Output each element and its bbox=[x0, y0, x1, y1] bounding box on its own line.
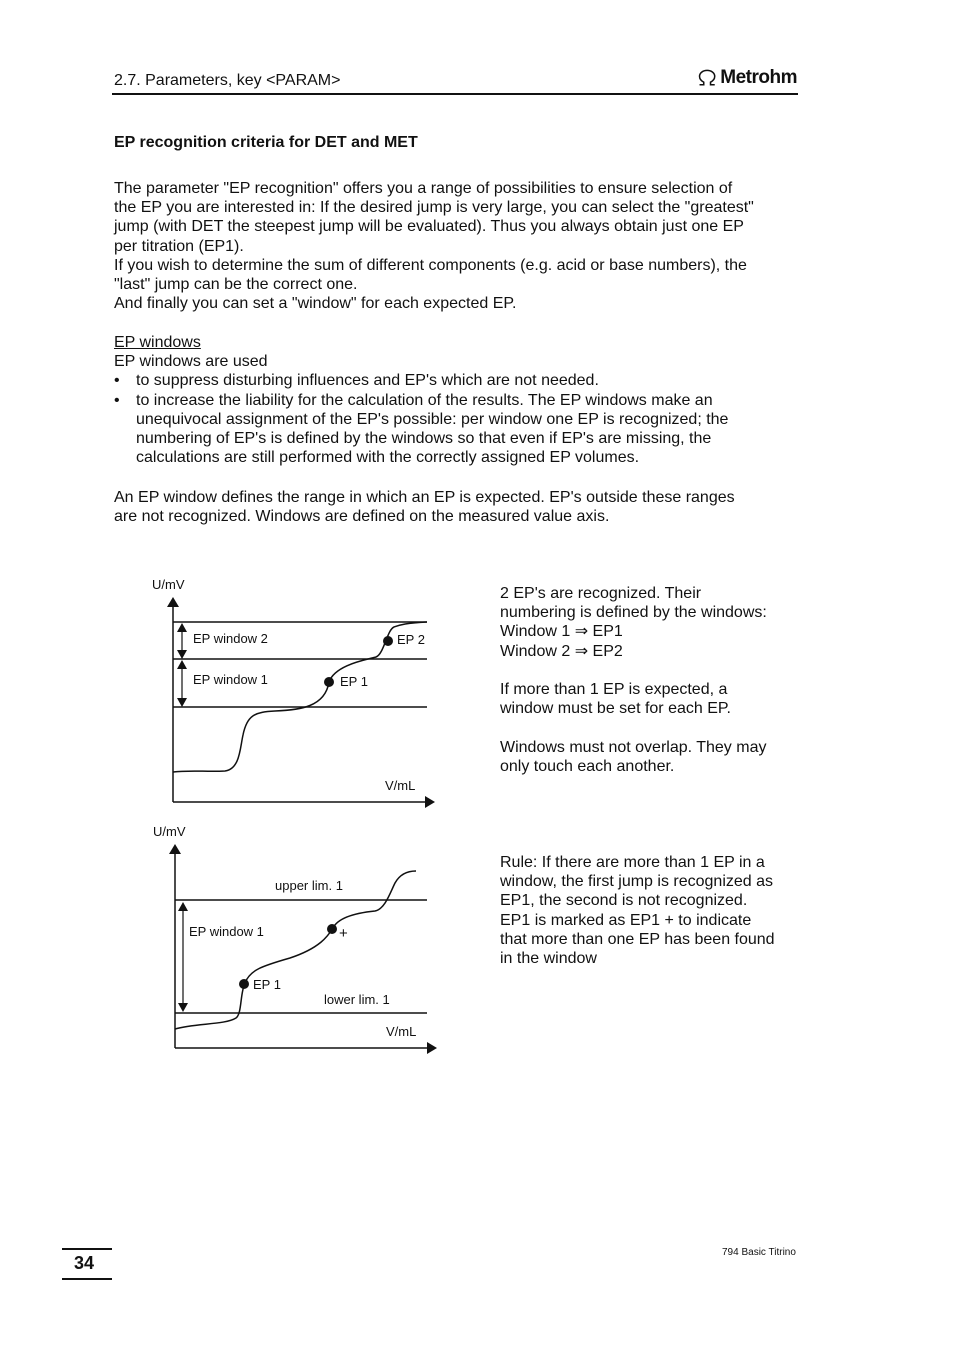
ep1-label: EP 1 bbox=[340, 674, 368, 689]
ep-windows-heading: EP windows bbox=[114, 334, 201, 351]
window2-label: EP window 2 bbox=[193, 631, 268, 646]
omega-logo-icon bbox=[697, 68, 717, 88]
bullet-text: calculations are still performed with the correctly assigned EP volumes. bbox=[136, 449, 640, 467]
explanation-line: Rule: If there are more than 1 EP in a bbox=[500, 854, 765, 871]
diagram-ep-windows bbox=[140, 570, 450, 815]
explanation-line: in the window bbox=[500, 950, 597, 968]
arrow-up-icon bbox=[177, 660, 187, 669]
intro-line: And finally you can set a "window" for each expected EP. bbox=[114, 295, 517, 313]
arrow-down-icon bbox=[177, 698, 187, 707]
ep-window-definition bbox=[114, 488, 804, 526]
explanation-line: Window 1 ⇒ EP1 bbox=[500, 623, 623, 641]
intro-line: the EP you are interested in: If the desired jump is very large, you can select the "greatest" bbox=[114, 199, 754, 217]
header-title: 2.7. Parameters, key <PARAM> bbox=[114, 72, 341, 89]
arrow-up-icon bbox=[178, 902, 188, 911]
explanation-line: that more than one EP has been found bbox=[500, 930, 775, 948]
explanation-line: EP1, the second is not recognized. bbox=[500, 892, 748, 910]
explanation-diagram2 bbox=[500, 853, 800, 968]
bullet-text: to increase the liability for the calculation of the results. The EP windows make an bbox=[136, 391, 713, 409]
explanation-line: window, the first jump is recognized as bbox=[500, 873, 774, 891]
arrow-down-icon bbox=[178, 1003, 188, 1012]
explanation-line: 2 EP's are recognized. Their bbox=[500, 585, 702, 602]
intro-line: per titration (EP1). bbox=[114, 237, 244, 255]
ep1-point bbox=[239, 979, 249, 989]
y-axis-label: U/mV bbox=[152, 577, 185, 592]
metrohm-logo bbox=[697, 66, 797, 90]
intro-line: If you wish to determine the sum of different components (e.g. acid or base numbers), the bbox=[114, 256, 747, 274]
section-title: EP recognition criteria for DET and MET bbox=[114, 134, 418, 151]
explanation-line: numbering is defined by the windows: bbox=[500, 604, 767, 622]
window1-label: EP window 1 bbox=[193, 672, 268, 687]
bullet-item bbox=[114, 391, 804, 468]
window1-label: EP window 1 bbox=[189, 924, 264, 939]
explanation-line: EP1 is marked as EP1 + to indicate bbox=[500, 911, 752, 929]
bullet-text: numbering of EP's is defined by the windows so that even if EP's are missing, the bbox=[136, 430, 712, 448]
intro-paragraph bbox=[114, 179, 804, 313]
explanation-line: window must be set for each EP. bbox=[500, 700, 731, 718]
x-axis-arrow-icon bbox=[425, 796, 435, 808]
bullet-item bbox=[114, 371, 804, 390]
explanation-line: only touch each another. bbox=[500, 757, 675, 775]
ep2-point bbox=[383, 636, 393, 646]
intro-line: jump (with DET the steepest jump will be evaluated). Thus you always obtain just one EP bbox=[114, 218, 744, 236]
arrow-up-icon bbox=[177, 623, 187, 632]
explanation-line: If more than 1 EP is expected, a bbox=[500, 681, 728, 698]
explanation-line: Windows must not overlap. They may bbox=[500, 738, 767, 756]
intro-line: "last" jump can be the correct one. bbox=[114, 276, 358, 294]
definition-line: An EP window defines the range in which an EP is expected. EP's outside these ranges bbox=[114, 489, 735, 506]
y-axis-label: U/mV bbox=[153, 824, 186, 839]
bullet-text: unequivocal assignment of the EP's possible: per window one EP is recognized; the bbox=[136, 410, 729, 428]
x-axis-label: V/mL bbox=[386, 1024, 417, 1039]
bullet-text: to suppress disturbing influences and EP's which are not needed. bbox=[136, 372, 599, 390]
diagram-multiple-eps bbox=[140, 818, 450, 1063]
ep2-label: EP 2 bbox=[397, 632, 425, 647]
explanation-diagram1 bbox=[500, 584, 800, 776]
arrow-down-icon bbox=[177, 650, 187, 659]
definition-line: are not recognized. Windows are defined on the measured value axis. bbox=[114, 508, 610, 526]
y-axis-arrow-icon bbox=[167, 597, 179, 607]
x-axis-label: V/mL bbox=[385, 778, 416, 793]
ep-windows-lead: EP windows are used bbox=[114, 353, 268, 371]
ep-windows-section bbox=[114, 333, 804, 467]
explanation-line: Window 2 ⇒ EP2 bbox=[500, 642, 623, 660]
bullet-dot: • bbox=[114, 391, 120, 409]
bullet-dot: • bbox=[114, 372, 120, 390]
header-rule bbox=[112, 93, 798, 95]
y-axis-arrow-icon bbox=[169, 844, 181, 854]
logo-text: Metrohm bbox=[720, 67, 797, 88]
upper-limit-label: upper lim. 1 bbox=[275, 878, 343, 893]
lower-limit-label: lower lim. 1 bbox=[324, 992, 390, 1007]
ep1-point bbox=[324, 677, 334, 687]
intro-line: The parameter "EP recognition" offers you a range of possibilities to ensure selection of bbox=[114, 180, 733, 197]
second-ep-point bbox=[327, 924, 337, 934]
page-number: 34 bbox=[74, 1253, 95, 1273]
product-name: 794 Basic Titrino bbox=[722, 1247, 796, 1258]
ep1-label: EP 1 bbox=[253, 977, 281, 992]
x-axis-arrow-icon bbox=[427, 1042, 437, 1054]
plus-marker: + bbox=[339, 925, 348, 942]
